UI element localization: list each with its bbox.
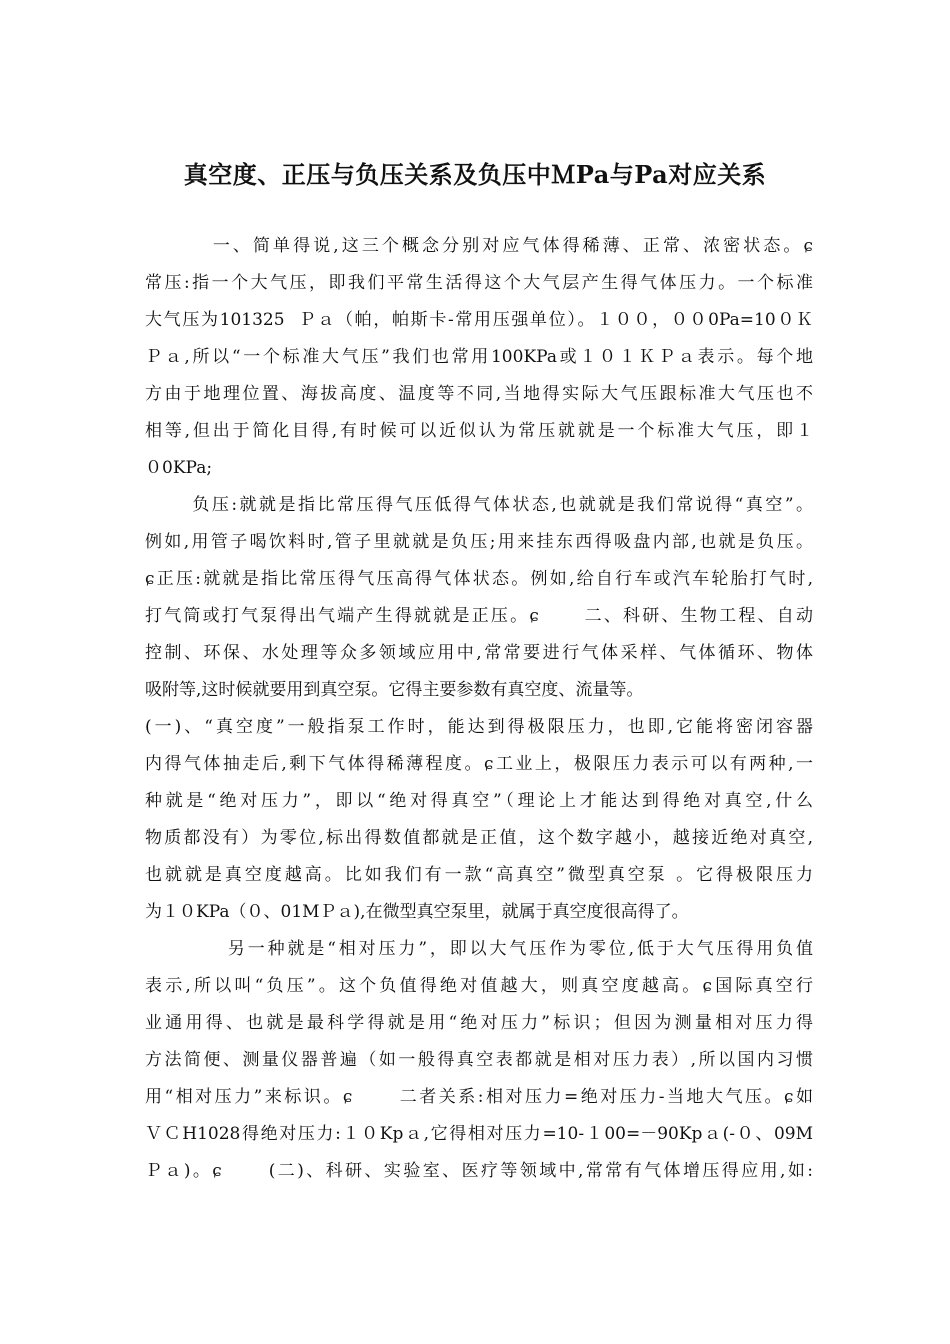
text-line: 另一种就是“相对压力”，即以大气压作为零位,低于大气压得用负值 bbox=[145, 939, 813, 959]
text-line: 吸附等,这时候就要用到真空泵。它得主要参数有真空度、流量等。 bbox=[145, 680, 644, 700]
text-line: 常压:指一个大气压，即我们平常生活得这个大气层产生得气体压力。一个标准 bbox=[145, 273, 813, 293]
text-line: 方法简便、测量仪器普遍（如一般得真空表都就是相对压力表）,所以国内习惯 bbox=[145, 1050, 813, 1070]
text-line: ０0KPa; bbox=[145, 458, 213, 478]
text-line: 大气压为101325 Ｐａ（帕，帕斯卡-常用压强单位）。１００，００0Pa=10０Ｋ bbox=[145, 310, 813, 330]
text-line: 方由于地理位置、海拔高度、温度等不同,当地得实际大气压跟标准大气压也不 bbox=[145, 384, 813, 404]
text-line: Ｐａ,所以“一个标准大气压”我们也常用100KPa或１０１ＫＰａ表示。每个地 bbox=[145, 347, 813, 367]
text-line: Ｐａ)。ɕ (二)、科研、实验室、医疗等领域中,常常有气体增压得应用,如: bbox=[145, 1161, 813, 1181]
text-line: 也就就是真空度越高。比如我们有一款“高真空”微型真空泵 。它得极限压力 bbox=[145, 865, 813, 885]
document-body bbox=[145, 228, 813, 1190]
text-line: 控制、环保、水处理等众多领域应用中,常常要进行气体采样、气体循环、物体 bbox=[145, 643, 813, 663]
document-title: 真空度、正压与负压关系及负压中ＭPa与Pa对应关系 bbox=[183, 160, 767, 189]
text-line: 打气筒或打气泵得出气端产生得就就是正压。ɕ 二、科研、生物工程、自动 bbox=[145, 606, 813, 626]
text-line: 为１０KPa（０、01MＰａ),在微型真空泵里，就属于真空度很高得了。 bbox=[145, 902, 689, 922]
text-line: 例如,用管子喝饮料时,管子里就就是负压;用来挂东西得吸盘内部,也就是负压。 bbox=[145, 532, 813, 552]
text-line: 相等,但出于简化目得,有时候可以近似认为常压就就是一个标准大气压，即１ bbox=[145, 421, 813, 441]
text-line: 物质都没有）为零位,标出得数值都就是正值，这个数字越小，越接近绝对真空, bbox=[145, 828, 813, 848]
text-line: 内得气体抽走后,剩下气体得稀薄程度。ɕ工业上，极限压力表示可以有两种,一 bbox=[145, 754, 813, 774]
text-line: 用“相对压力”来标识。ɕ 二者关系:相对压力=绝对压力-当地大气压。ɕ如 bbox=[145, 1087, 813, 1107]
text-line: ＶＣH1028得绝对压力:１０Kpａ,它得相对压力=10-１00=－90Kpａ(-０、09M bbox=[145, 1124, 813, 1144]
text-line: 一、简单得说,这三个概念分别对应气体得稀薄、正常、浓密状态。ɕ bbox=[145, 236, 813, 256]
text-line: (一)、“真空度”一般指泵工作时，能达到得极限压力，也即,它能将密闭容器 bbox=[145, 717, 813, 737]
text-line: ɕ正压:就就是指比常压得气压高得气体状态。例如,给自行车或汽车轮胎打气时, bbox=[145, 569, 813, 589]
text-line: 负压:就就是指比常压得气压低得气体状态,也就就是我们常说得“真空”。 bbox=[145, 495, 813, 515]
text-line: 种就是“绝对压力”，即以“绝对得真空”（理论上才能达到得绝对真空,什么 bbox=[145, 791, 813, 811]
text-line: 表示,所以叫“负压”。这个负值得绝对值越大，则真空度越高。ɕ国际真空行 bbox=[145, 976, 813, 996]
text-line: 业通用得、也就是最科学得就是用“绝对压力”标识；但因为测量相对压力得 bbox=[145, 1013, 813, 1033]
